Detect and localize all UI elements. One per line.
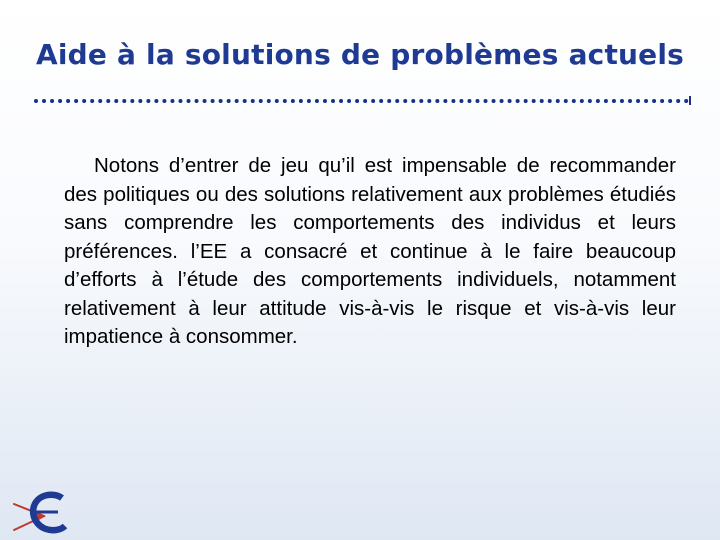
body-paragraph: Notons d’entrer de jeu qu’il est impensable de recommander des politiques ou des solutions relativement aux problèmes étudiés sans comprendre les comportements des individus et leurs préférences. l’EE a consacré et continue à le faire beaucoup d’efforts à l’étude des comportements individuels, notamment relativement à leur attitude vis-à-vis le risque et vis-à-vis leur impatience à consommer. [64,154,676,348]
title-divider-end [689,96,691,105]
slide-title: Aide à la solutions de problèmes actuels [35,38,685,71]
title-divider [34,99,689,103]
ce-logo-icon [10,490,68,536]
